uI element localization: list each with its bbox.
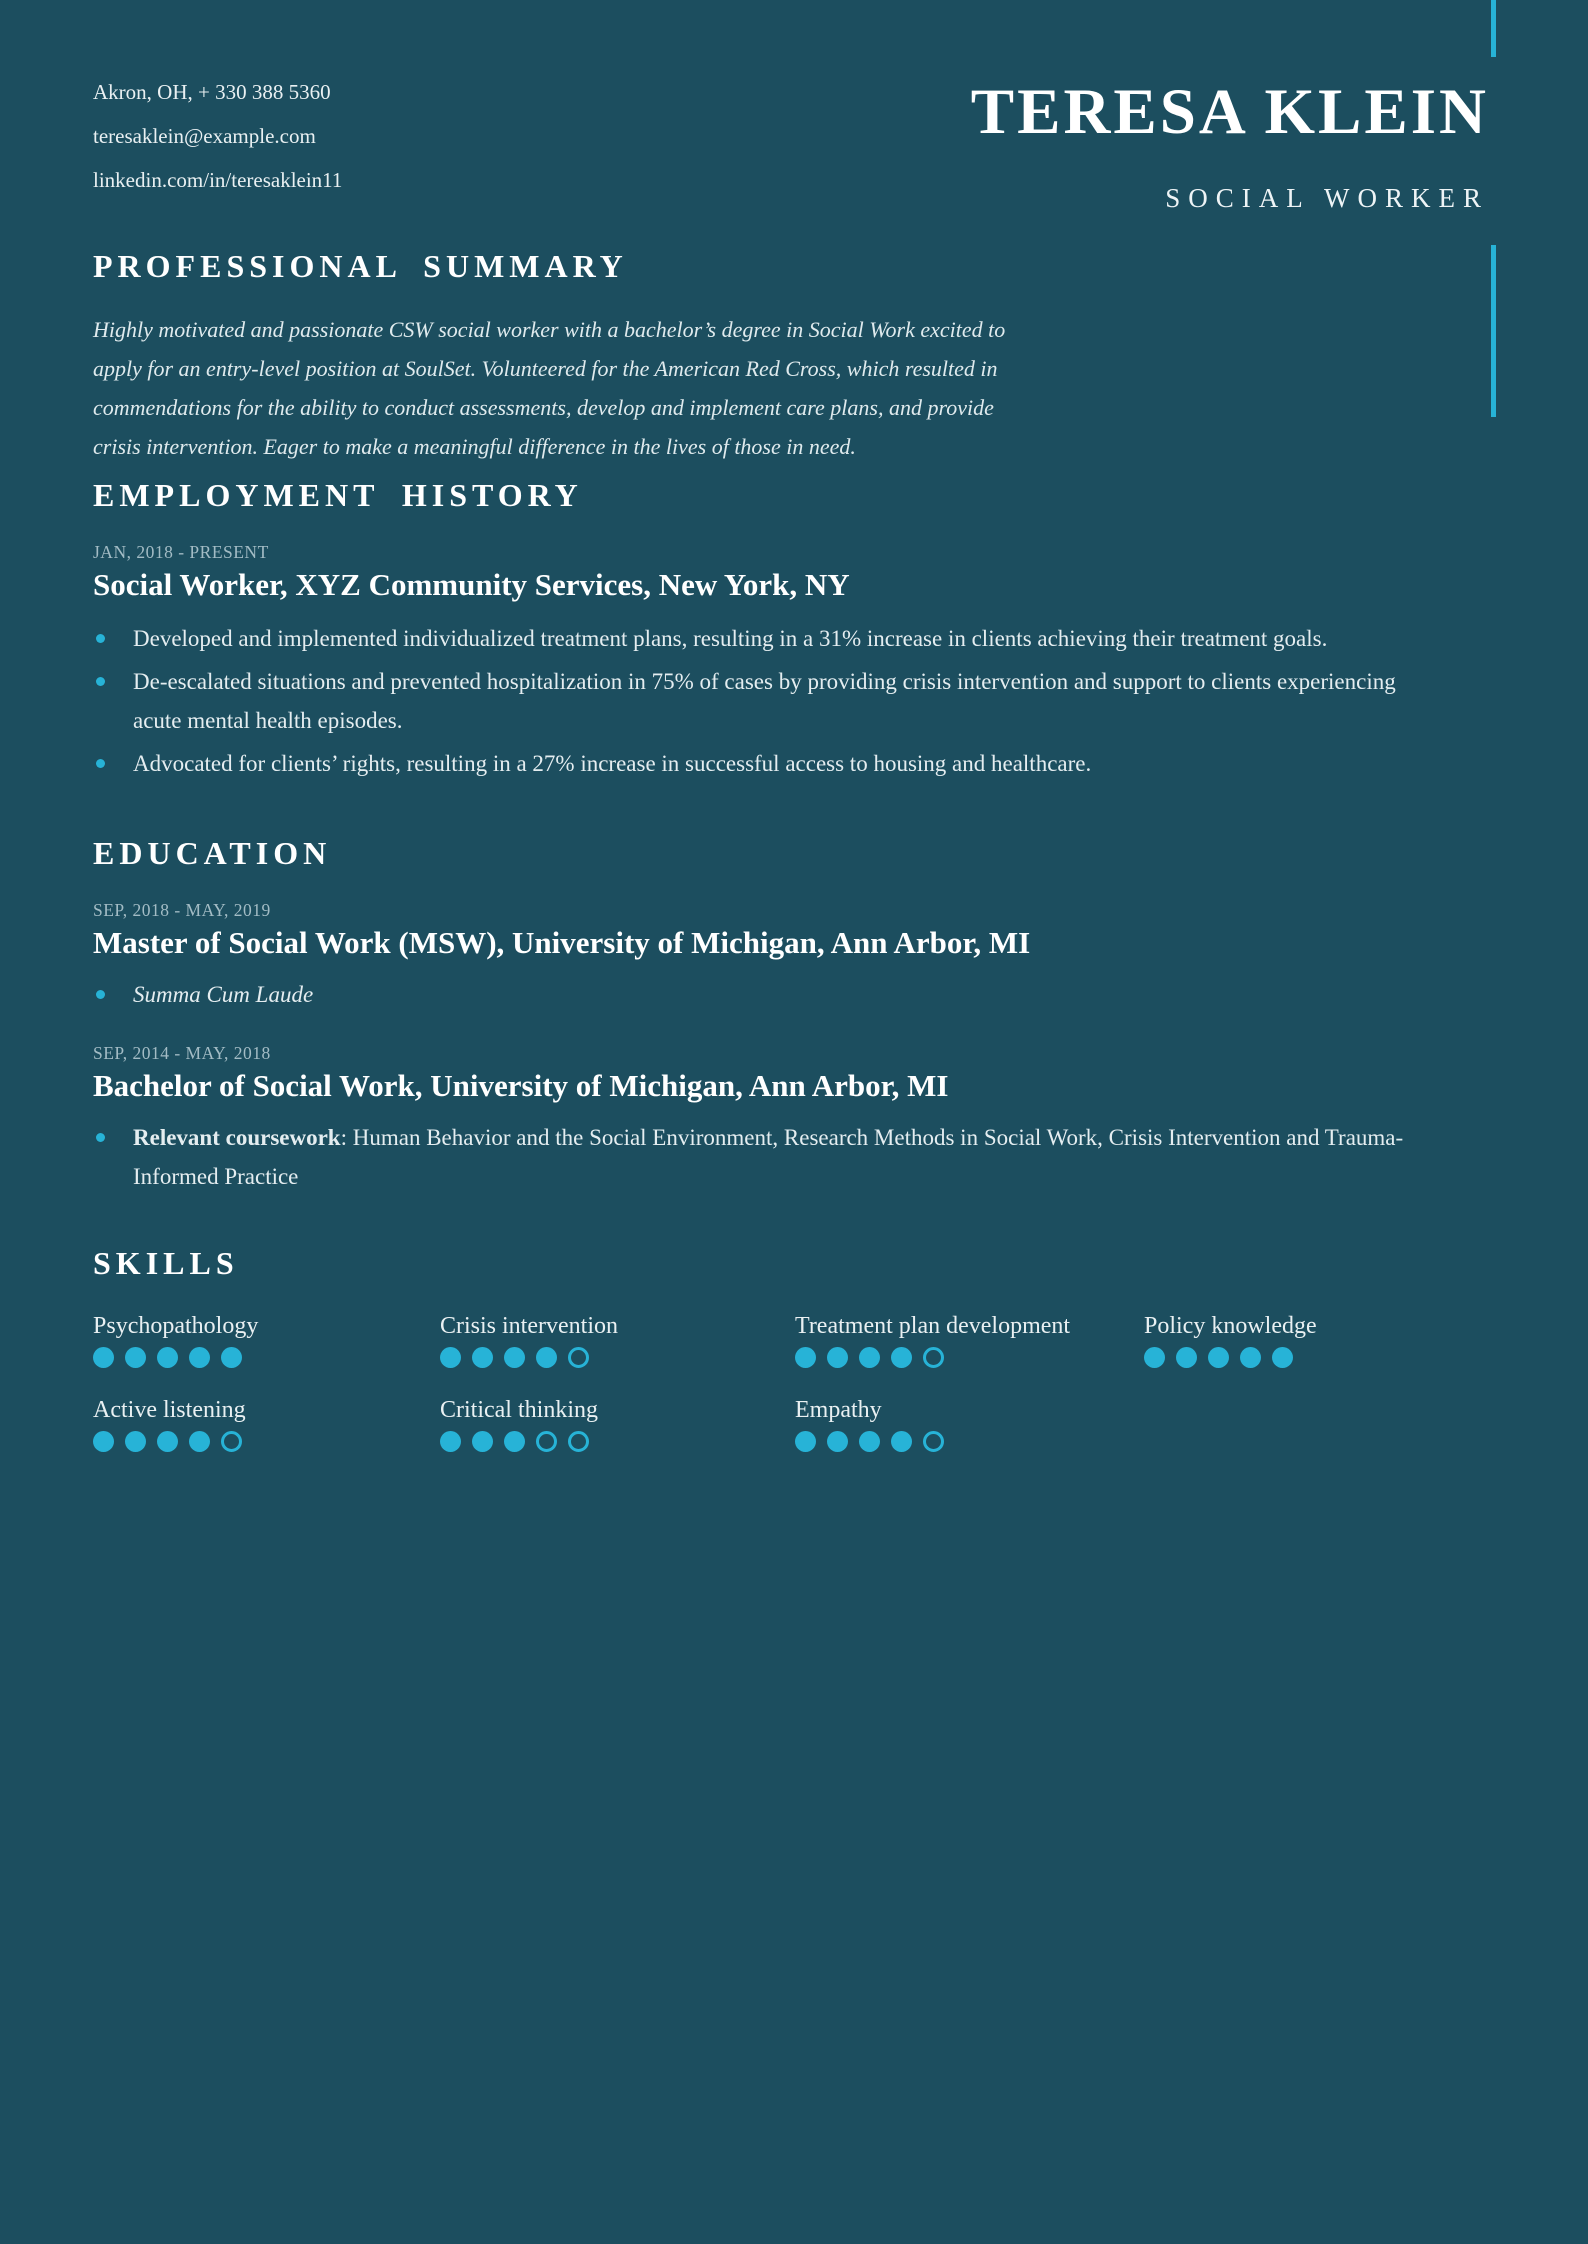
bullet-dot-icon <box>96 1133 105 1142</box>
candidate-name: TERESA KLEIN <box>970 76 1489 148</box>
skills-grid <box>93 1311 1496 1452</box>
skill-dot-filled-icon <box>504 1347 525 1368</box>
skill-label: Crisis intervention <box>440 1313 618 1339</box>
skill-dot-filled-icon <box>1272 1347 1293 1368</box>
skill-dot-filled-icon <box>189 1347 210 1368</box>
skill-dot-filled-icon <box>891 1347 912 1368</box>
skill-dot-filled-icon <box>1144 1347 1165 1368</box>
skill-rating-dots <box>795 1347 1144 1368</box>
bullet-dot-icon <box>96 634 105 643</box>
bullet-dot-icon <box>96 759 105 768</box>
section-education <box>93 835 1496 1200</box>
skill-dot-filled-icon <box>1240 1347 1261 1368</box>
skill-dot-filled-icon <box>795 1431 816 1452</box>
skill-dot-filled-icon <box>795 1347 816 1368</box>
list-item <box>93 662 1413 740</box>
skill-dot-empty-icon <box>923 1431 944 1452</box>
skill-rating-dots <box>440 1347 795 1368</box>
contact-linkedin: linkedin.com/in/teresaklein11 <box>93 168 343 192</box>
education-title: Bachelor of Social Work, University of Michigan, Ann Arbor, MI <box>93 1068 949 1103</box>
list-item <box>93 744 1413 783</box>
bullet-text: Summa Cum Laude <box>133 982 314 1007</box>
skill-dot-filled-icon <box>125 1347 146 1368</box>
skill-rating-dots <box>795 1431 1144 1452</box>
education-entry <box>93 899 1496 1014</box>
skill-dot-filled-icon <box>504 1431 525 1452</box>
skill-treatment-plan-development <box>795 1311 1144 1368</box>
skill-label: Critical thinking <box>440 1397 598 1423</box>
education-dates: SEP, 2014 - MAY, 2018 <box>93 1043 271 1063</box>
skill-dot-filled-icon <box>1176 1347 1197 1368</box>
skill-label: Empathy <box>795 1397 882 1423</box>
skill-label: Treatment plan development <box>795 1313 1071 1339</box>
skill-dot-empty-icon <box>536 1431 557 1452</box>
section-professional-summary <box>93 248 1496 466</box>
contact-email: teresaklein@example.com <box>93 124 316 148</box>
bullet-text: De-escalated situations and prevented hospitalization in 75% of cases by providing crisis intervention and support to clients experiencing acute mental health episodes. <box>133 669 1396 733</box>
employment-dates: JAN, 2018 - PRESENT <box>93 542 269 562</box>
section-skills <box>93 1245 1496 1452</box>
contact-block <box>93 70 342 202</box>
skill-policy-knowledge <box>1144 1311 1496 1368</box>
candidate-role: SOCIAL WORKER <box>1165 183 1489 213</box>
employment-bullet-list <box>93 619 1413 783</box>
skill-dot-empty-icon <box>923 1347 944 1368</box>
bullet-text-bold: Relevant coursework <box>133 1125 341 1150</box>
skill-rating-dots <box>1144 1347 1496 1368</box>
bullet-text: : Human Behavior and the Social Environment, Research Methods in Social Work, Crisis Intervention and Trauma-Informed Practice <box>133 1125 1404 1189</box>
skill-dot-filled-icon <box>891 1431 912 1452</box>
skill-dot-filled-icon <box>157 1347 178 1368</box>
skill-dot-empty-icon <box>568 1431 589 1452</box>
skill-dot-filled-icon <box>472 1431 493 1452</box>
list-item <box>93 619 1413 658</box>
summary-paragraph: Highly motivated and passionate CSW social worker with a bachelor’s degree in Social Work excited to apply for an entry-level position at SoulSet. Volunteered for the American Red Cross, which resulted in commendations for the ability to conduct assessments, develop and implement care plans, and provide crisis intervention. Eager to make a meaningful difference in the lives of those in need. <box>93 317 1006 459</box>
skill-label: Policy knowledge <box>1144 1313 1317 1339</box>
education-dates: SEP, 2018 - MAY, 2019 <box>93 900 271 920</box>
skill-dot-filled-icon <box>189 1431 210 1452</box>
bullet-dot-icon <box>96 677 105 686</box>
skill-dot-filled-icon <box>472 1347 493 1368</box>
education-bullet-list <box>93 1118 1413 1196</box>
employment-heading: EMPLOYMENT HISTORY <box>93 477 583 513</box>
skill-dot-filled-icon <box>440 1431 461 1452</box>
employment-entry <box>93 541 1496 783</box>
skill-dot-filled-icon <box>859 1347 880 1368</box>
list-item <box>93 1118 1413 1196</box>
list-item <box>93 975 1413 1014</box>
skill-dot-filled-icon <box>859 1431 880 1452</box>
skill-critical-thinking <box>440 1395 795 1452</box>
skill-crisis-intervention <box>440 1311 795 1368</box>
education-heading: EDUCATION <box>93 835 332 871</box>
skill-rating-dots <box>440 1431 795 1452</box>
skill-rating-dots <box>93 1431 440 1452</box>
bullet-text: Developed and implemented individualized treatment plans, resulting in a 31% increase in clients achieving their treatment goals. <box>133 626 1328 651</box>
section-employment-history <box>93 477 1496 787</box>
skill-label: Psychopathology <box>93 1313 259 1339</box>
skills-heading: SKILLS <box>93 1245 239 1281</box>
skill-label: Active listening <box>93 1397 246 1423</box>
skill-empathy <box>795 1395 1144 1452</box>
skill-dot-filled-icon <box>157 1431 178 1452</box>
skill-dot-filled-icon <box>440 1347 461 1368</box>
skill-dot-filled-icon <box>827 1431 848 1452</box>
skill-dot-filled-icon <box>93 1431 114 1452</box>
skill-dot-filled-icon <box>1208 1347 1229 1368</box>
accent-line-top <box>1491 0 1496 57</box>
skill-psychopathology <box>93 1311 440 1368</box>
skill-dot-filled-icon <box>125 1431 146 1452</box>
skill-dot-empty-icon <box>568 1347 589 1368</box>
education-entry <box>93 1042 1496 1196</box>
skill-dot-filled-icon <box>221 1347 242 1368</box>
skill-dot-filled-icon <box>827 1347 848 1368</box>
education-title: Master of Social Work (MSW), University of Michigan, Ann Arbor, MI <box>93 925 1031 960</box>
bullet-dot-icon <box>96 990 105 999</box>
employment-title: Social Worker, XYZ Community Services, New York, NY <box>93 567 850 602</box>
education-bullet-list <box>93 975 1413 1014</box>
skill-rating-dots <box>93 1347 440 1368</box>
skill-dot-filled-icon <box>93 1347 114 1368</box>
summary-heading: PROFESSIONAL SUMMARY <box>93 248 628 284</box>
skill-dot-filled-icon <box>536 1347 557 1368</box>
skill-dot-empty-icon <box>221 1431 242 1452</box>
skill-active-listening <box>93 1395 440 1452</box>
contact-location-phone: Akron, OH, + 330 388 5360 <box>93 80 331 104</box>
bullet-text: Advocated for clients’ rights, resulting in a 27% increase in successful access to housing and healthcare. <box>133 751 1092 776</box>
